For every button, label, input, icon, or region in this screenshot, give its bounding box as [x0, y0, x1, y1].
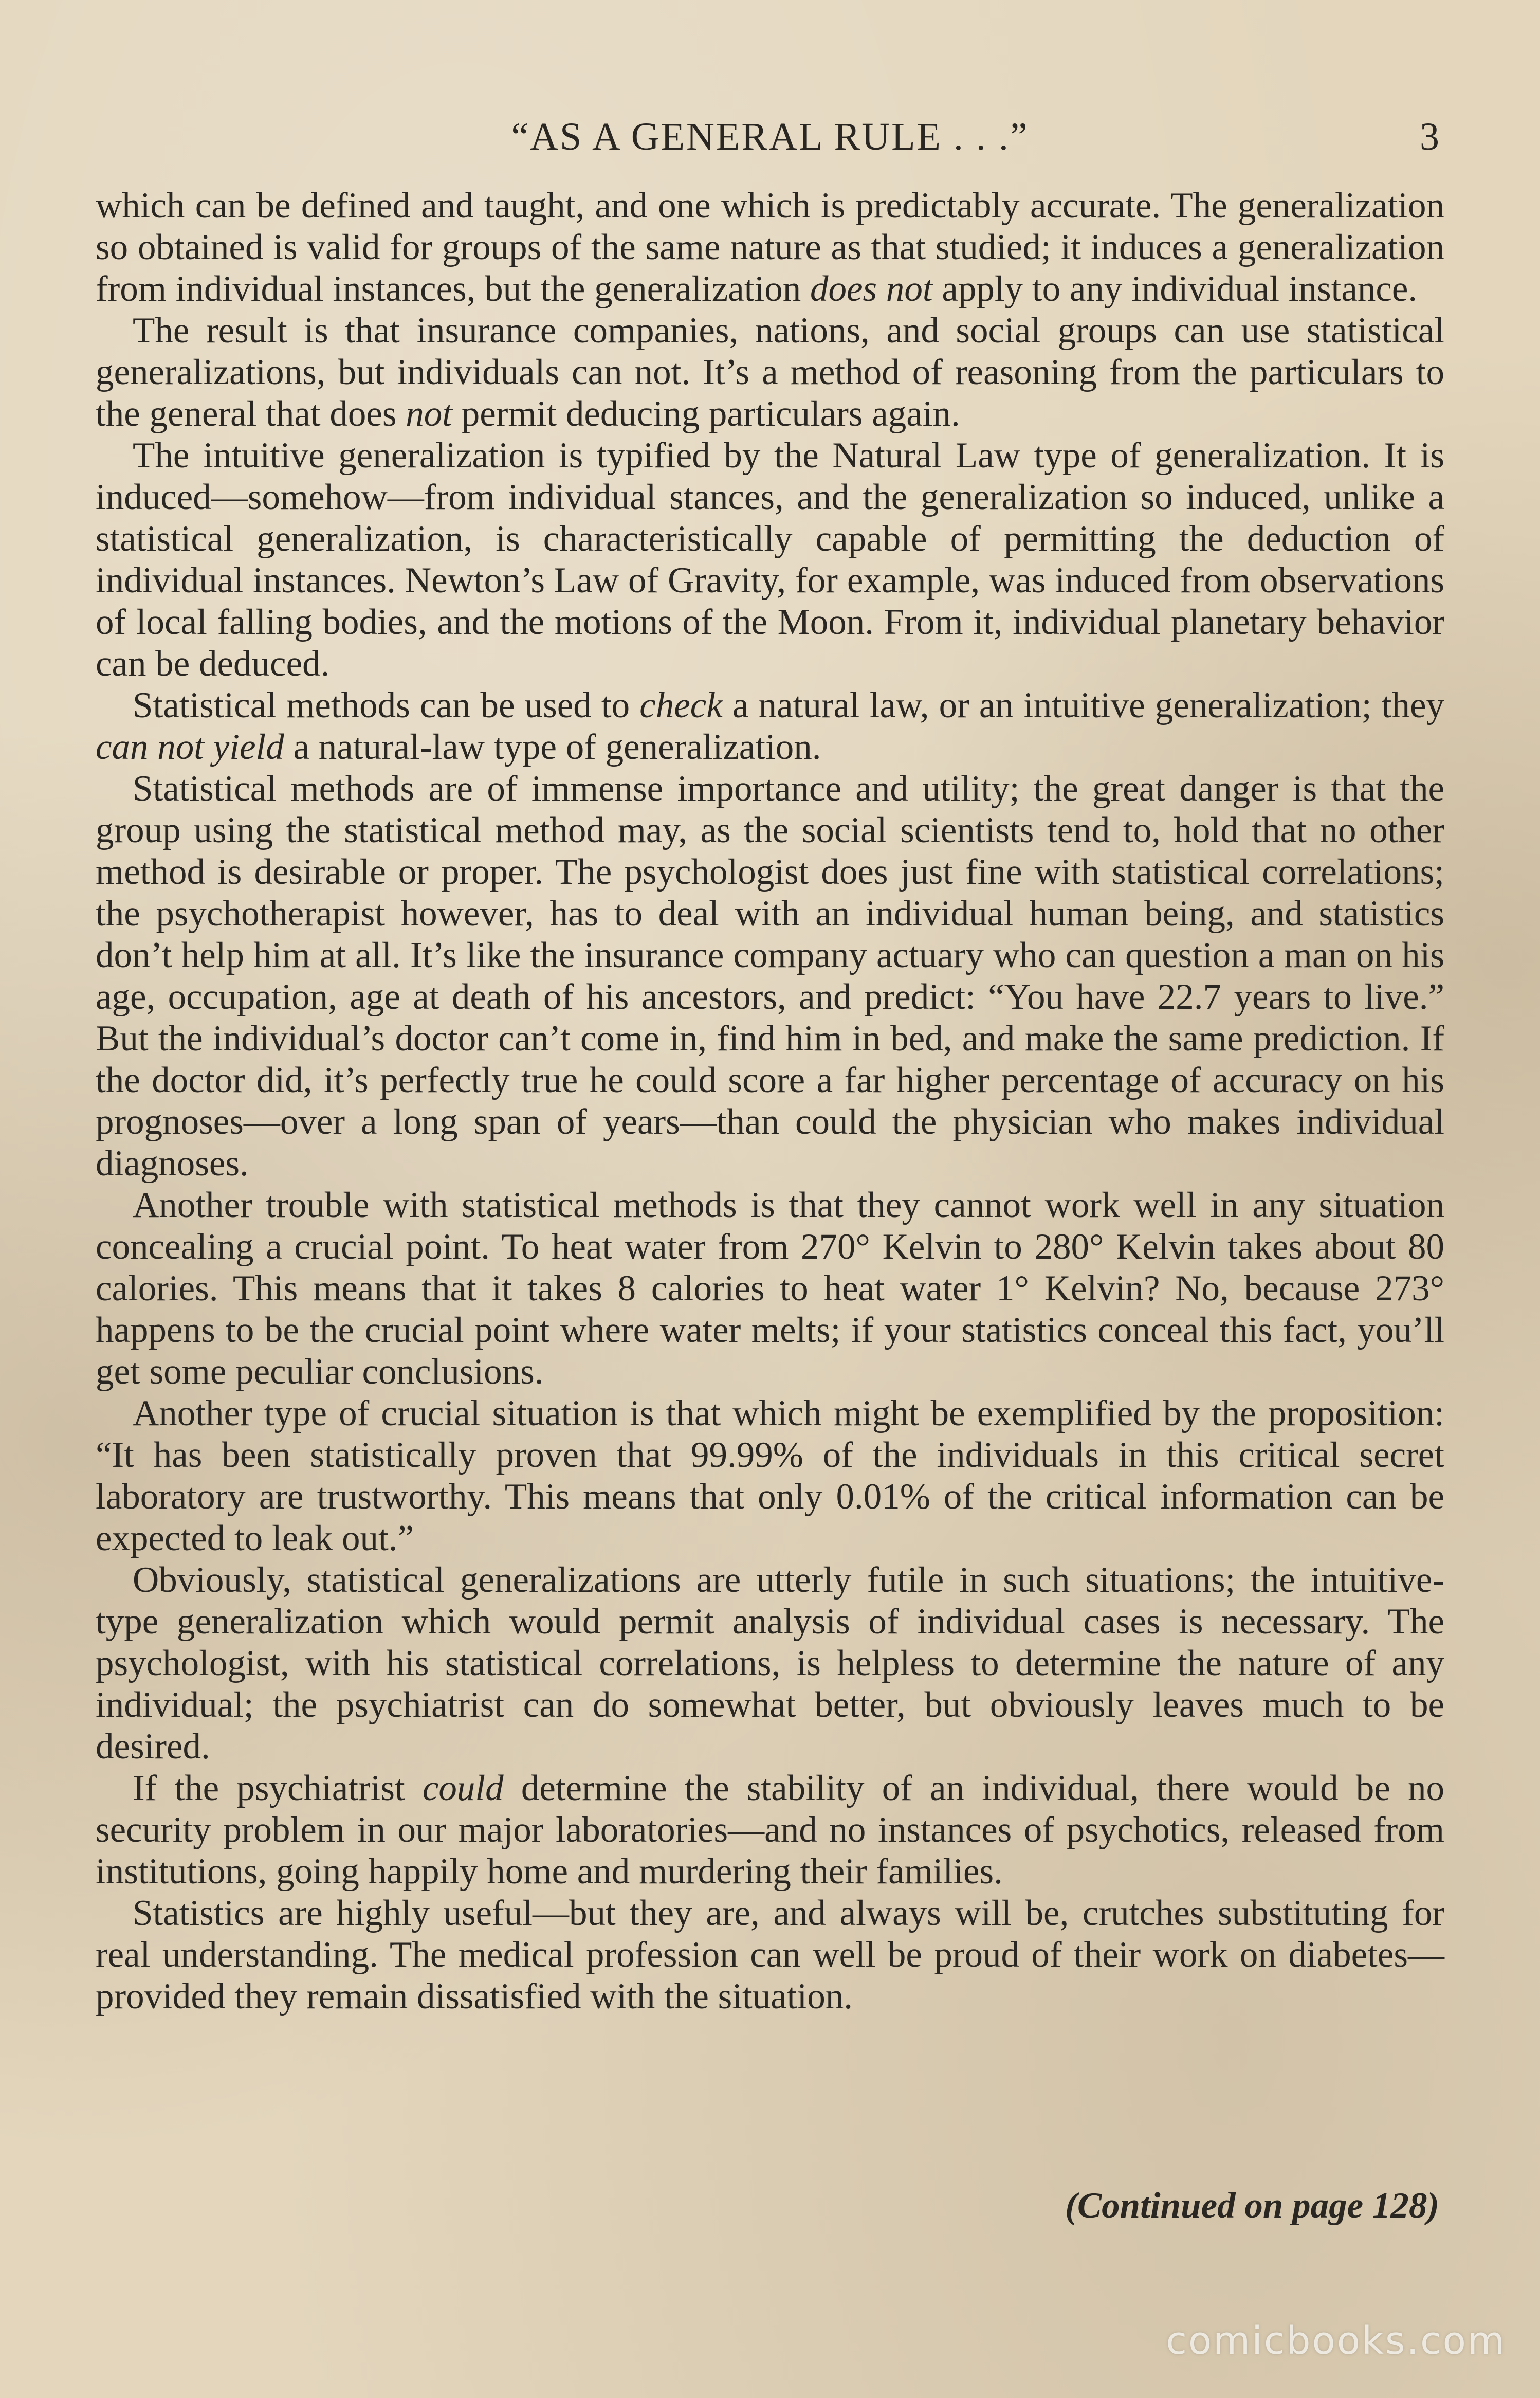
text-run: a natural law, or an intuitive generalization; they — [722, 685, 1444, 725]
page-number: 3 — [1420, 115, 1439, 158]
body-paragraph — [96, 1559, 1444, 1768]
text-run: a natural-law type of generalization. — [284, 727, 821, 767]
italic-emphasis: check — [639, 685, 723, 725]
text-run: apply to any individual instance. — [932, 269, 1418, 309]
italic-emphasis: not — [406, 394, 452, 434]
continued-note: (Continued on page 128) — [1065, 2186, 1439, 2226]
watermark: comicbooks.com — [1166, 2319, 1506, 2363]
body-paragraph — [96, 310, 1444, 435]
italic-emphasis: does not — [810, 269, 933, 309]
text-run: Statistical methods can be used to — [133, 685, 640, 725]
body-paragraph — [96, 685, 1444, 768]
text-run: determine the stability of an individual, there would be no security problem in our major laboratories—and no instances of psychotics, released from institutions, going happily home and murdering their families. — [96, 1768, 1444, 1892]
text-run: If the psychiatrist — [133, 1768, 423, 1808]
text-run: Statistics are highly useful—but they are, and always will be, crutches substituting for real understanding. The medical profession can well be proud of their work on diabetes—provided they remain dissatisfied with the situation. — [96, 1893, 1444, 2017]
body-paragraph — [96, 1893, 1444, 2018]
body-paragraph — [96, 185, 1444, 310]
text-run: Obviously, statistical generalizations are utterly futile in such situations; the intuitive-type generalization which would permit analysis of individual cases is necessary. The psychologist, with his statistical correlations, is helpless to determine the nature of any individual; the psychiatrist can do somewhat better, but obviously leaves much to be desired. — [96, 1560, 1444, 1767]
body-paragraph — [96, 768, 1444, 1185]
body-paragraph — [96, 1768, 1444, 1893]
text-run: The intuitive generalization is typified by the Natural Law type of generalization. It is induced—somehow—from individual stances, and the generalization so induced, unlike a statistical generalization, is characteristically capable of permitting the deduction of individual instances. Newton’s Law of Gravity, for example, was induced from observations of local falling bodies, and the motions of the Moon. From it, individual planetary behavior can be deduced. — [96, 435, 1444, 684]
running-head-title: “AS A GENERAL RULE . . .” — [511, 115, 1029, 158]
text-run: Statistical methods are of immense importance and utility; the great danger is that the group using the statistical method may, as the social scientists tend to, hold that no other method is desirable or proper. The psychologist does just fine with statistical correlations; the psychotherapist however, has to deal with an individual human being, and statistics don’t help him at all. It’s like the insurance company actuary who can question a man on his age, occupation, age at death of his ancestors, and predict: “You have 22.7 years to live.” But the individual’s doctor can’t come in, find him in bed, and make the same prediction. If the doctor did, it’s perfectly true he could score a far higher percentage of accuracy on his prognoses—over a long span of years—than could the physician who makes individual diagnoses. — [96, 769, 1444, 1184]
text-run: Another trouble with statistical methods is that they cannot work well in any situation concealing a crucial point. To heat water from 270° Kelvin to 280° Kelvin takes about 80 calories. This means that it takes 8 calories to heat water 1° Kelvin? No, because 273° happens to be the crucial point where water melts; if your statistics conceal this fact, you’ll get some peculiar conclusions. — [96, 1185, 1444, 1392]
body-paragraph — [96, 435, 1444, 685]
article-body — [96, 185, 1444, 2018]
italic-emphasis: can not yield — [96, 727, 284, 767]
body-paragraph — [96, 1393, 1444, 1559]
text-run: which can be defined and taught, and one which is predictably accurate. The generalization so obtained is valid for groups of the same nature as that studied; it induces a generalization from individual instances, but the generalization — [96, 186, 1444, 309]
text-run: The result is that insurance companies, nations, and social groups can use statistical generalizations, but individuals can not. It’s a method of reasoning from the particulars to the general that does — [96, 311, 1444, 434]
italic-emphasis: could — [422, 1768, 504, 1808]
text-run: Another type of crucial situation is that which might be exemplified by the proposition: “It has been statistically proven that 99.99% of the individuals in this critical secret laboratory are trustworthy. This means that only 0.01% of the critical information can be expected to leak out.” — [96, 1393, 1444, 1558]
body-paragraph — [96, 1185, 1444, 1393]
text-run: permit deducing particulars again. — [452, 394, 960, 434]
